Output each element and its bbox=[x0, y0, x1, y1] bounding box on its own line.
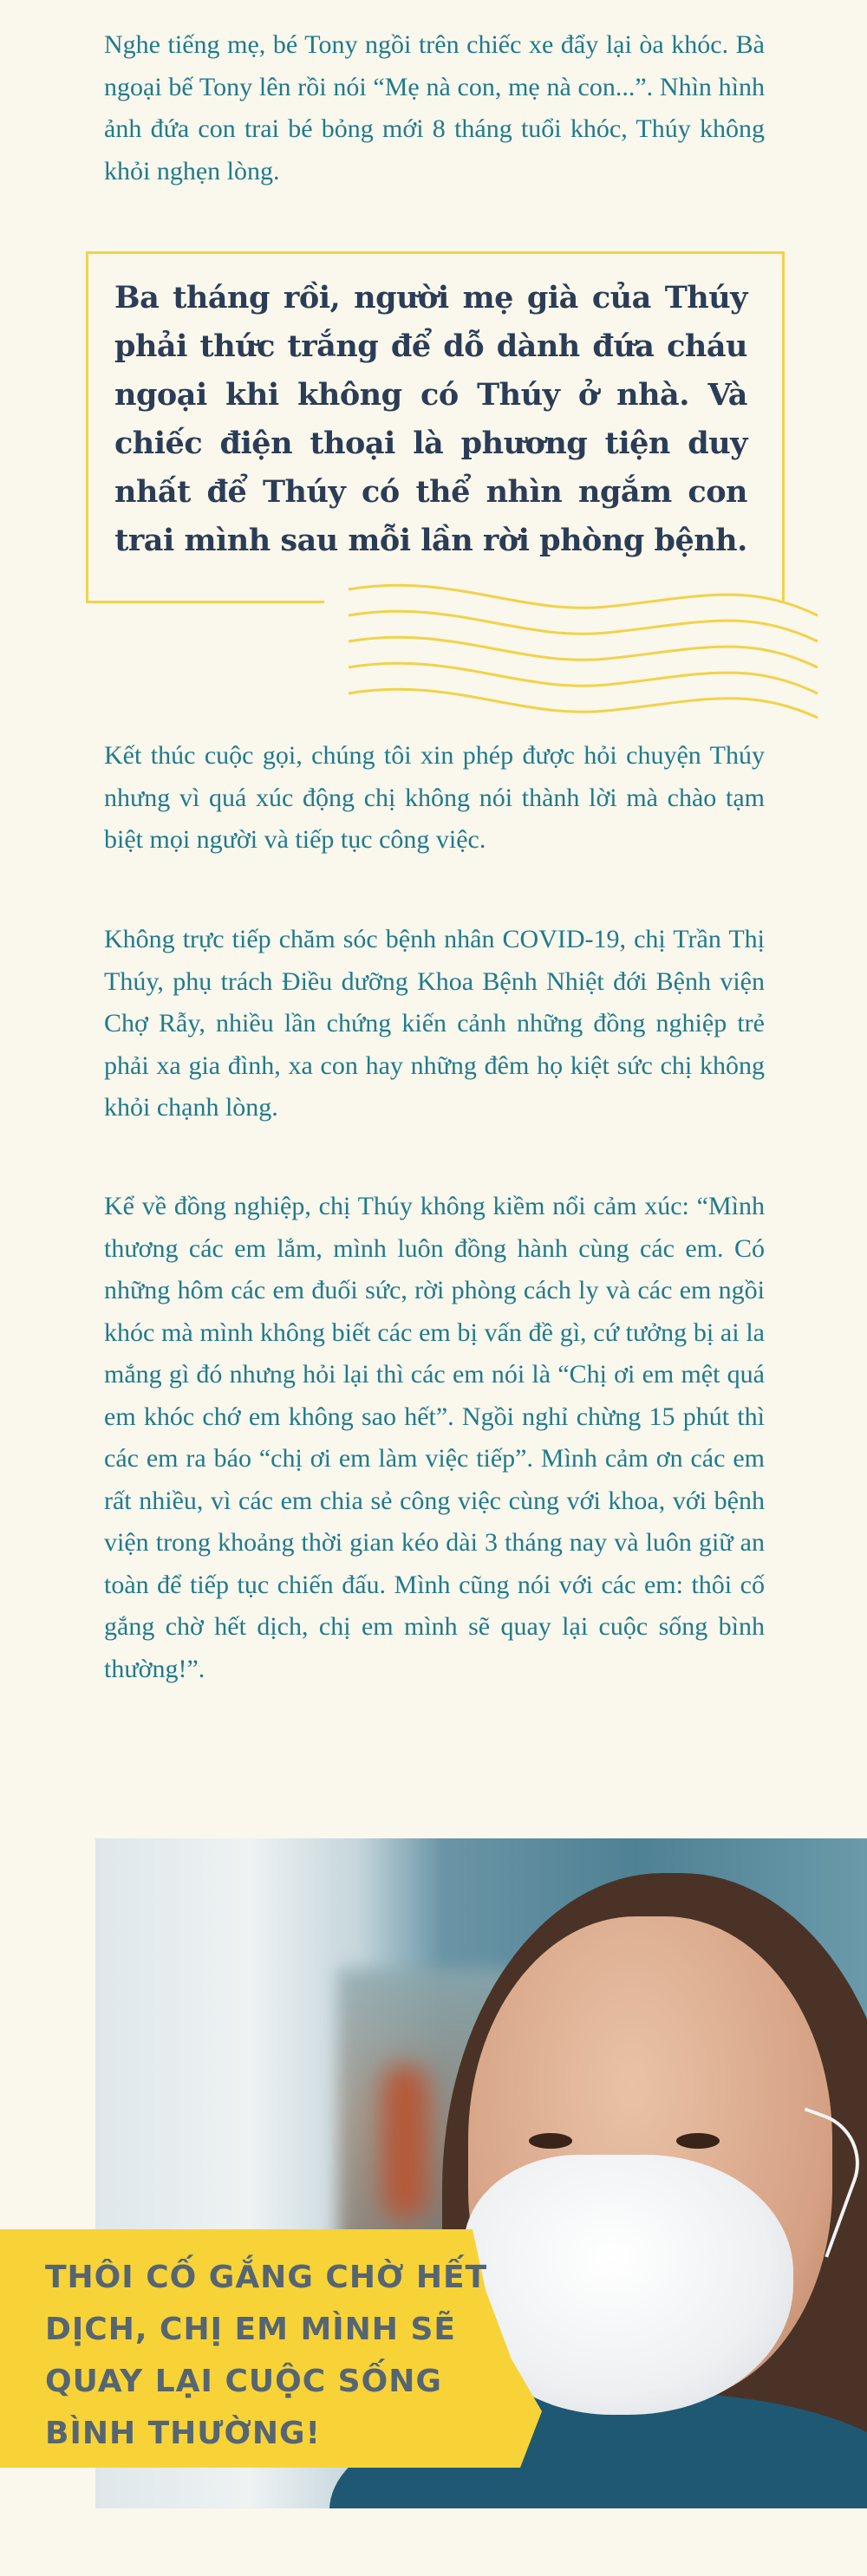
article-paragraph: Nghe tiếng mẹ, bé Tony ngồi trên chiếc xe đẩy lại òa khóc. Bà ngoại bế Tony lên rồi nói “Mẹ nà con, mẹ nà con...”. Nhìn hình ảnh đứa con trai bé bỏng mới 8 tháng tuổi khóc, Thúy không khỏi nghẹn lòng. bbox=[104, 30, 765, 185]
pull-quote: Ba tháng rồi, người mẹ già của Thúy phải thức trắng để dỗ dành đứa cháu ngoại khi không có Thúy ở nhà. Và chiếc điện thoại là phương tiện duy nhất để Thúy có thể nhìn ngắm con trai mình sau mỗi lần rời phòng bệnh. bbox=[114, 280, 747, 558]
wave-line bbox=[349, 689, 818, 718]
article-paragraph: Kết thúc cuộc gọi, chúng tôi xin phép được hỏi chuyện Thúy nhưng vì quá xúc động chị không nói thành lời mà chào tạm biệt mọi người và tiếp tục công việc. bbox=[104, 741, 765, 854]
article-paragraph: Không trực tiếp chăm sóc bệnh nhân COVID-19, chị Trần Thị Thúy, phụ trách Điều dưỡng Khoa Bệnh Nhiệt đới Bệnh viện Chợ Rẫy, nhiều lần chứng kiến cảnh những đồng nghiệp trẻ phải xa gia đình, xa con hay những đêm họ kiệt sức chị không khỏi chạnh lòng. bbox=[104, 925, 765, 1122]
quote-banner-text: THÔI CỐ GẮNG CHỜ HẾT DỊCH, CHỊ EM MÌNH SẼ QUAY LẠI CUỘC SỐNG BÌNH THƯỜNG! bbox=[45, 2260, 488, 2451]
pull-quote-frame-bottom bbox=[86, 601, 324, 603]
decorative-waves bbox=[347, 581, 819, 719]
article-paragraph: Kể về đồng nghiệp, chị Thúy không kiềm nổi cảm xúc: “Mình thương các em lắm, mình luôn đồng hành cùng các em. Có những hôm các em đuối sức, rời phòng cách ly và các em ngồi khóc mà mình không biết các em bị vấn đề gì, cứ tưởng bị ai la mắng gì đó nhưng hỏi lại thì các em nói là “Chị ơi em mệt quá em khóc chớ em không sao hết”. Ngồi nghỉ chừng 15 phút thì các em ra báo “chị ơi em làm việc tiếp”. Mình cảm ơn các em rất nhiều, vì các em chia sẻ công việc cùng với khoa, với bệnh viện trong khoảng thời gian kéo dài 3 tháng nay và luôn giữ an toàn để tiếp tục chiến đấu. Mình cũng nói với các em: thôi cố gắng chờ hết dịch, chị em mình sẽ quay lại cuộc sống bình thường!”. bbox=[104, 1192, 765, 1683]
